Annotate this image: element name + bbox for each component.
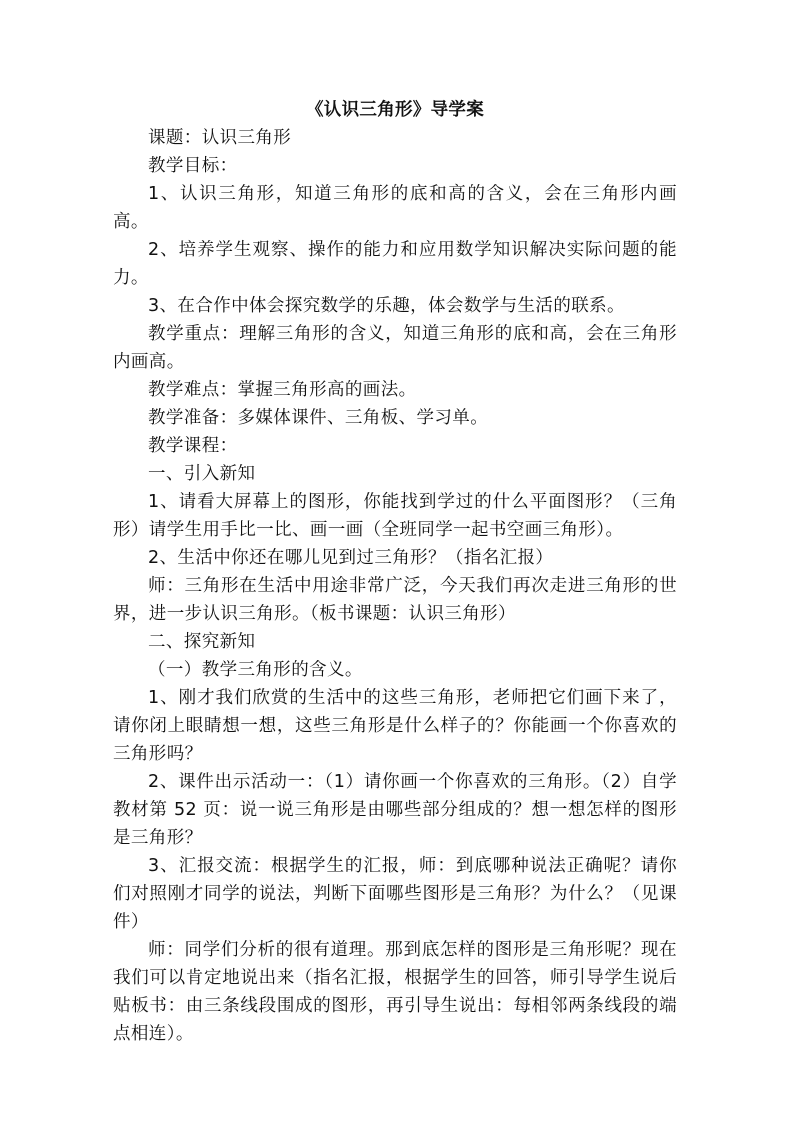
paragraph-explore-3: 3、汇报交流：根据学生的汇报，师：到底哪种说法正确呢？请你们对照刚才同学的说法，判断下面哪些图形是三角形？为什么？（见课件）	[113, 856, 677, 932]
paragraph-objective-2: 2、培养学生观察、操作的能力和应用数学知识解决实际问题的能力。	[113, 240, 677, 288]
paragraph-teacher-summary: 师：同学们分析的很有道理。那到底怎样的图形是三角形呢？现在我们可以肯定地说出来（指名汇报，根据学生的回答，师引导学生说后贴板书：由三条线段围成的图形，再引导生说出：每相邻两条线段的端点相连）。	[113, 940, 677, 1044]
document-title: 《认识三角形》导学案	[306, 100, 484, 120]
paragraph-explore-1: 1、刚才我们欣赏的生活中的这些三角形，老师把它们画下来了，请你闭上眼睛想一想，这些三角形是什么样子的？你能画一个你喜欢的三角形吗？	[113, 688, 677, 764]
paragraph-objective-3: 3、在合作中体会探究数学的乐趣，体会数学与生活的联系。	[148, 296, 625, 316]
section-heading-intro: 一、引入新知	[148, 464, 256, 484]
document-page	[113, 96, 677, 1048]
section-heading-explore: 二、探究新知	[148, 632, 256, 652]
paragraph-difficulties: 教学难点：掌握三角形高的画法。	[148, 380, 417, 400]
paragraph-teacher-intro: 师：三角形在生活中用途非常广泛，今天我们再次走进三角形的世界，进一步认识三角形。（板书课题：认识三角形）	[113, 576, 677, 624]
paragraph-key-points: 教学重点：理解三角形的含义，知道三角形的底和高，会在三角形内画高。	[113, 324, 677, 372]
paragraph-objectives-heading: 教学目标：	[148, 156, 238, 176]
paragraph-intro-2: 2、生活中你还在哪儿见到过三角形？（指名汇报）	[148, 548, 554, 568]
subsection-heading-meaning: （一）教学三角形的含义。	[148, 660, 363, 680]
paragraph-preparation: 教学准备：多媒体课件、三角板、学习单。	[148, 408, 489, 428]
paragraph-topic: 课题：认识三角形	[148, 128, 292, 148]
paragraph-explore-2: 2、课件出示活动一：（1）请你画一个你喜欢的三角形。（2）自学教材第 52 页：说一说三角形是由哪些部分组成的？想一想怎样的图形是三角形？	[113, 772, 677, 848]
paragraph-intro-1: 1、请看大屏幕上的图形，你能找到学过的什么平面图形？（三角形）请学生用手比一比、画一画（全班同学一起书空画三角形）。	[113, 492, 677, 540]
paragraph-process-heading: 教学课程：	[148, 436, 238, 456]
paragraph-objective-1: 1、认识三角形，知道三角形的底和高的含义，会在三角形内画高。	[113, 184, 677, 232]
